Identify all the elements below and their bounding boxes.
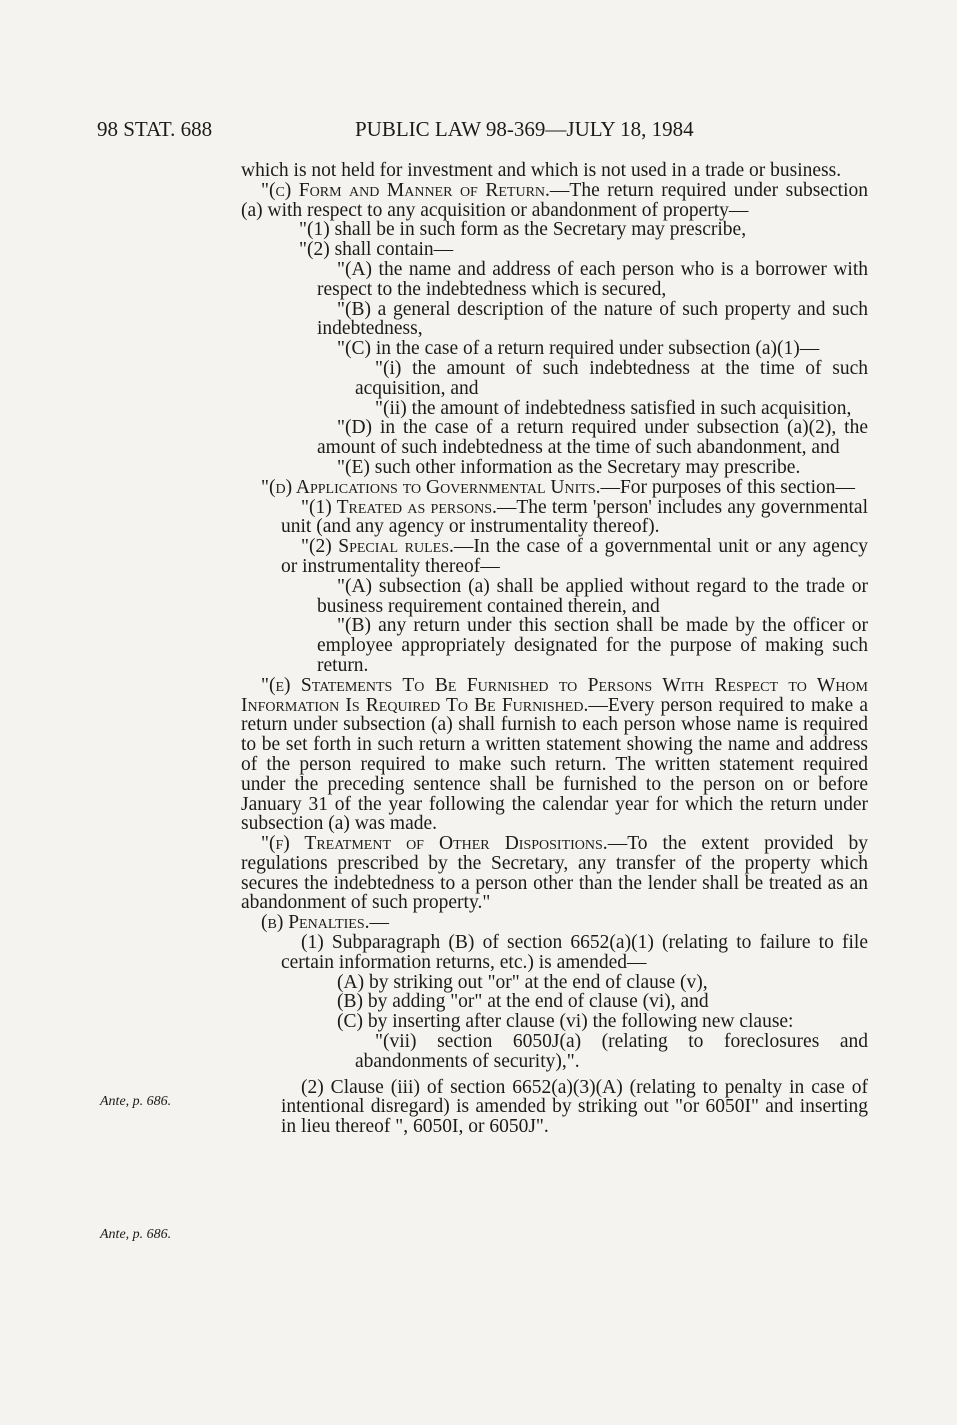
paragraph: "(d) Applications to Governmental Units.—For purposes of this section— (261, 476, 856, 498)
paragraph: "(A) subsection (a) shall be applied without regard to the trade or business requirement contained therein, and (317, 575, 868, 617)
page-header (0, 117, 957, 147)
paragraph: "(1) Treated as persons.—The term 'person' includes any governmental unit (and any agency or instrumentality thereof). (281, 496, 868, 538)
paragraph: "(2) Special rules.—In the case of a governmental unit or any agency or instrumentality thereof— (281, 536, 868, 577)
law-title: PUBLIC LAW 98-369—JULY 18, 1984 (355, 117, 694, 141)
paragraph: (1) Subparagraph (B) of section 6652(a)(1) (relating to failure to file certain information returns, etc.) is amended— (281, 932, 868, 973)
paragraph: "(c) Form and Manner of Return.—The return required under subsection (a) with respect to any acquisition or abandonment of property— (241, 179, 868, 221)
section-heading: "(2) Special rules. (301, 536, 454, 558)
paragraph: "(i) the amount of such indebtedness at the time of such acquisition, and (355, 357, 868, 399)
paragraph: "(C) in the case of a return required under subsection (a)(1)— (337, 338, 820, 360)
margin-note: Ante, p. 686. (100, 1094, 172, 1109)
paragraph: (C) by inserting after clause (vi) the following new clause: (337, 1011, 794, 1033)
section-heading: "(f) Treatment of Other Dispositions. (261, 833, 608, 855)
paragraph: (b) Penalties.— (261, 912, 390, 934)
paragraph: which is not held for investment and which is not used in a trade or business. (241, 160, 842, 181)
paragraph: "(D) in the case of a return required under subsection (a)(2), the amount of such indebtedness at the time of such abandonment, and (317, 417, 868, 459)
paragraph: (B) by adding "or" at the end of clause (vi), and (337, 991, 709, 1013)
section-heading: "(1) Treated as persons. (301, 496, 497, 518)
paragraph: "(e) Statements To Be Furnished to Persons With Respect to Whom Information Is Required To Be Furnished.—Every person required to make a return under subsection (a) shall furnish to each person whose name is required to be set forth in such return a written statement showing the name and address of the person required to make such return. The written statement required under the preceding sentence shall be furnished to the person on or before January 31 of the year following the calendar year for which the return under subsection (a) was made. (241, 674, 868, 835)
paragraph: "(B) a general description of the nature of such property and such indebtedness, (317, 298, 868, 340)
paragraph: (2) Clause (iii) of section 6652(a)(3)(A) (relating to penalty in case of intentional disregard) is amended by striking out "or 6050I" and inserting in lieu thereof ", 6050I, or 6050J". (281, 1076, 868, 1138)
paragraph: (A) by striking out "or" at the end of clause (v), (337, 971, 708, 993)
section-heading: (b) Penalties. (261, 912, 370, 934)
paragraph: "(E) such other information as the Secretary may prescribe. (337, 456, 801, 478)
paragraph: "(A) the name and address of each person who is a borrower with respect to the indebtedness which is secured, (317, 258, 868, 300)
paragraph: "(2) shall contain— (299, 239, 454, 261)
section-heading: "(d) Applications to Governmental Units. (261, 476, 601, 498)
statute-citation: 98 STAT. 688 (97, 117, 213, 141)
paragraph: "(1) shall be in such form as the Secretary may prescribe, (299, 219, 747, 241)
paragraph: "(B) any return under this section shall be made by the officer or employee appropriately designated for the purpose of making such return. (317, 615, 868, 676)
section-heading: "(c) Form and Manner of Return. (261, 179, 550, 201)
body-text (241, 161, 868, 1137)
paragraph: "(f) Treatment of Other Dispositions.—To the extent provided by regulations prescribed by the Secretary, any transfer of the property which secures the indebtedness to a person other than the lender shall be treated as an abandonment of such property." (241, 833, 868, 914)
section-heading: "(e) Statements To Be Furnished to Persons With Respect to Whom Information Is Required To Be Furnished. (241, 674, 868, 716)
paragraph: "(vii) section 6050J(a) (relating to foreclosures and abandonments of security),". (355, 1031, 868, 1072)
paragraph: "(ii) the amount of indebtedness satisfied in such acquisition, (375, 397, 852, 419)
margin-note: Ante, p. 686. (100, 1227, 172, 1242)
